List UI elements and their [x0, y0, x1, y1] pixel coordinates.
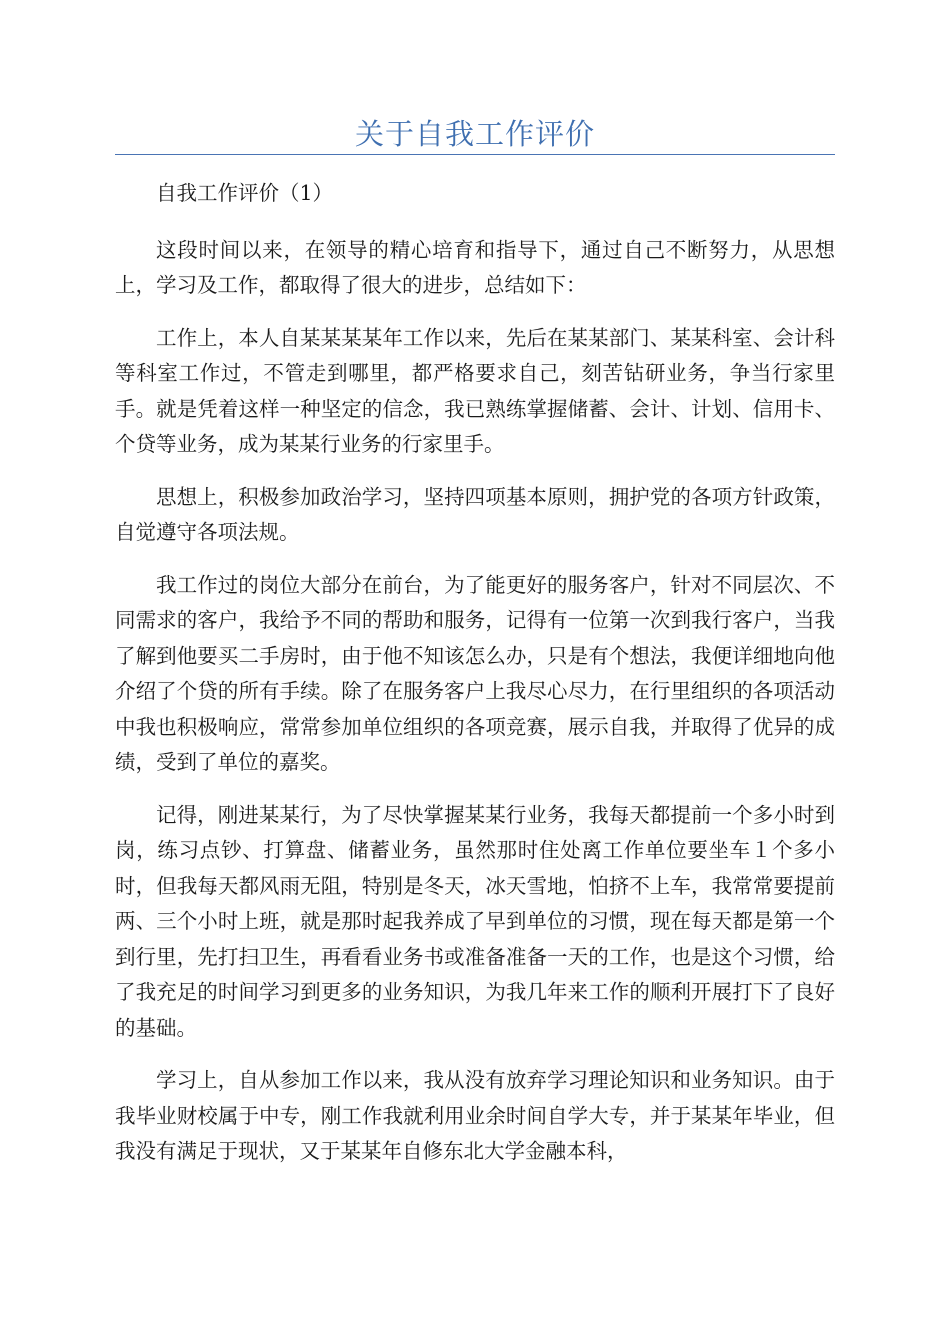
- document-body: [115, 176, 835, 1187]
- paragraph: 我工作过的岗位大部分在前台，为了能更好的服务客户，针对不同层次、不同需求的客户，我给予不同的帮助和服务，记得有一位第一次到我行客户，当我了解到他要买二手房时，由于他不知该怎么办，只是有个想法，我便详细地向他介绍了个贷的所有手续。除了在服务客户上我尽心尽力，在行里组织的各项活动中我也积极响应，常常参加单位组织的各项竞赛，展示自我，并取得了优异的成绩，受到了单位的嘉奖。: [115, 572, 835, 774]
- paragraph: 学习上，自从参加工作以来，我从没有放弃学习理论知识和业务知识。由于我毕业财校属于中专，刚工作我就利用业余时间自学大专，并于某某年毕业，但我没有满足于现状，又于某某年自修东北大学金融本科，: [115, 1068, 835, 1163]
- section-heading: 自我工作评价（1）: [156, 181, 334, 205]
- paragraph: 这段时间以来，在领导的精心培育和指导下，通过自己不断努力，从思想上，学习及工作，都取得了很大的进步，总结如下：: [115, 237, 835, 297]
- title-underline: [115, 154, 835, 155]
- paragraph: 记得，刚进某某行，为了尽快掌握某某行业务，我每天都提前一个多小时到岗，练习点钞、打算盘、储蓄业务，虽然那时住处离工作单位要坐车１个多小时，但我每天都风雨无阻，特别是冬天，冰天雪地，怕挤不上车，我常常要提前两、三个小时上班，就是那时起我养成了早到单位的习惯，现在每天都是第一个到行里，先打扫卫生，再看看业务书或准备准备一天的工作，也是这个习惯，给了我充足的时间学习到更多的业务知识，为我几年来工作的顺利开展打下了良好的基础。: [115, 802, 835, 1040]
- paragraph: 思想上，积极参加政治学习，坚持四项基本原则，拥护党的各项方针政策，自觉遵守各项法规。: [115, 484, 835, 544]
- paragraph: 工作上，本人自某某某某年工作以来，先后在某某部门、某某科室、会计科等科室工作过，不管走到哪里，都严格要求自己，刻苦钻研业务，争当行家里手。就是凭着这样一种坚定的信念，我已熟练掌握储蓄、会计、计划、信用卡、个贷等业务，成为某某行业务的行家里手。: [115, 325, 835, 456]
- document-title: 关于自我工作评价: [354, 117, 595, 151]
